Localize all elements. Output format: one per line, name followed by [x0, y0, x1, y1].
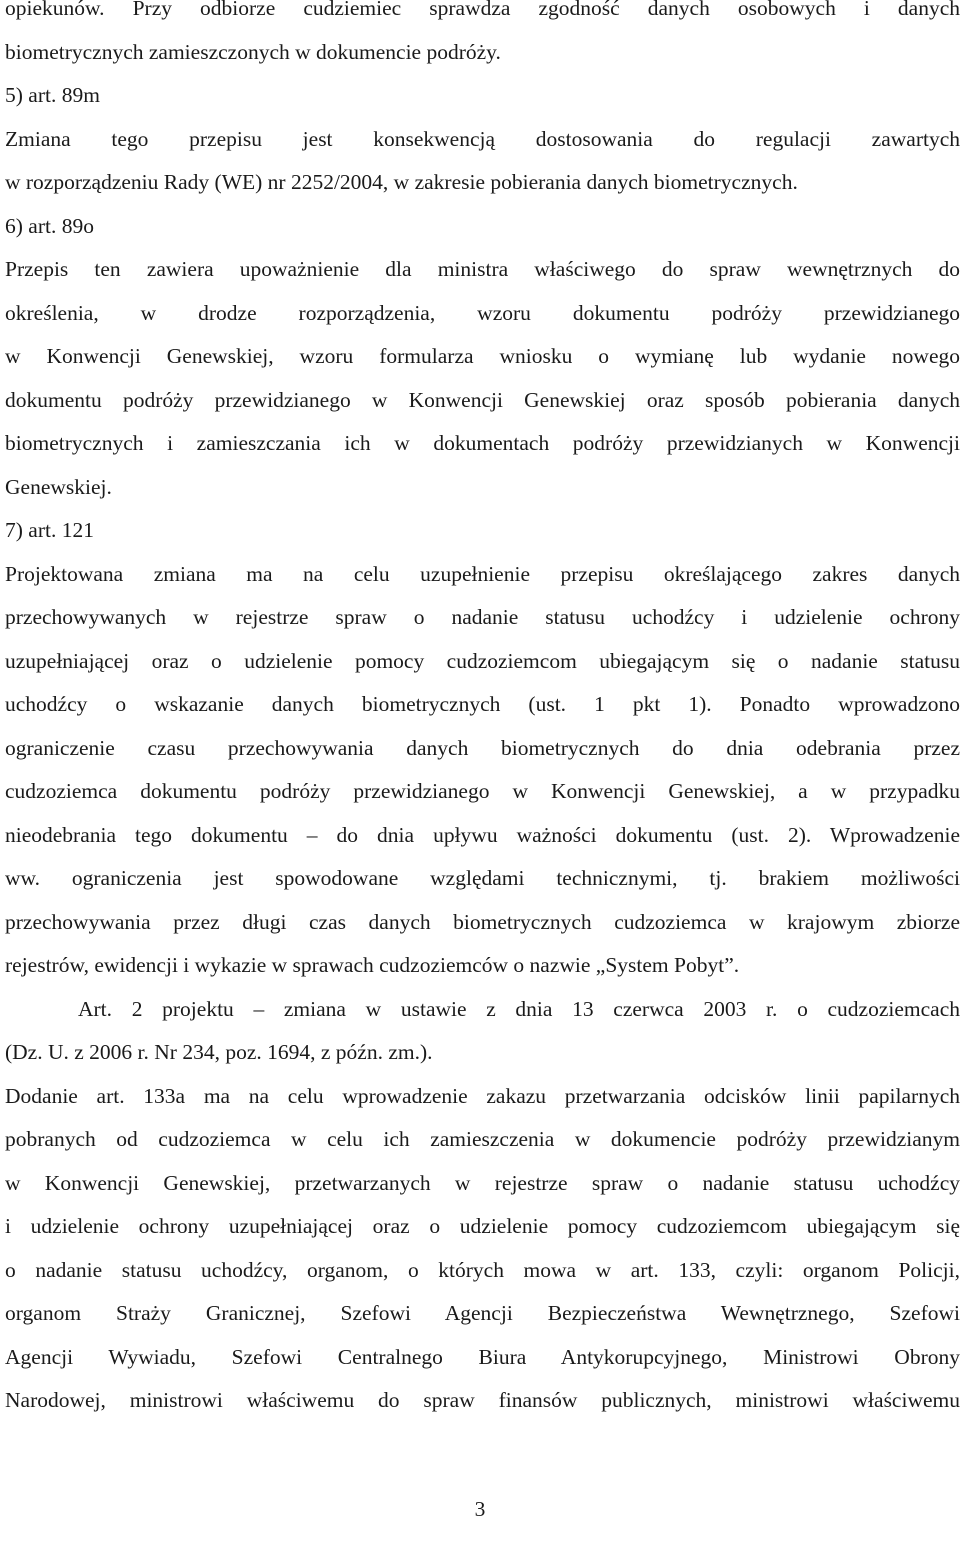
text-line: Genewskiej. [5, 474, 112, 499]
text-line: Agencji Wywiadu, Szefowi Centralnego Biura Antykorupcyjnego, Ministrowi Obrony [5, 1344, 960, 1369]
text-line: cudzoziemca dokumentu podróży przewidzianego w Konwencji Genewskiej, a w przypadku [5, 779, 960, 803]
page-number: 3 [474, 1497, 486, 1521]
text-line: ww. ograniczenia jest spowodowane względami technicznymi, tj. brakiem możliwości [5, 866, 960, 890]
text-line: Przepis ten zawiera upoważnienie dla ministra właściwego do spraw wewnętrznych do [5, 257, 960, 281]
text-line: Dodanie art. 133a ma na celu wprowadzenie zakazu przetwarzania odcisków linii papilarnych [5, 1083, 960, 1108]
text-line: uzupełniającej oraz o udzielenie pomocy cudzoziemcom ubiegającym się o nadanie statusu [5, 648, 960, 673]
text-line: ograniczenie czasu przechowywania danych biometrycznych do dnia odebrania przez [5, 735, 960, 760]
text-line: organom Straży Granicznej, Szefowi Agencji Bezpieczeństwa Wewnętrznego, Szefowi [5, 1301, 960, 1325]
text-line: (Dz. U. z 2006 r. Nr 234, poz. 1694, z późn. zm.). [5, 1040, 433, 1064]
text-line: opiekunów. Przy odbiorze cudziemiec sprawdza zgodność danych osobowych i danych [5, 0, 960, 20]
text-line: Narodowej, ministrowi właściwemu do spraw finansów publicznych, ministrowi właściwemu [5, 1388, 960, 1412]
text-line: Projektowana zmiana ma na celu uzupełnienie przepisu określającego zakres danych [5, 561, 960, 586]
text-line: biometrycznych zamieszczonych w dokumencie podróży. [5, 39, 501, 64]
text-line: w Konwencji Genewskiej, wzoru formularza wniosku o wymianę lub wydanie nowego [5, 344, 960, 368]
text-line: 5) art. 89m [5, 83, 100, 107]
text-line: określenia, w drodze rozporządzenia, wzoru dokumentu podróży przewidzianego [5, 300, 960, 325]
text-line: przechowywania przez długi czas danych biometrycznych cudzoziemca w krajowym zbiorze [5, 909, 960, 934]
text-line: Art. 2 projektu – zmiana w ustawie z dnia 13 czerwca 2003 r. o cudzoziemcach [78, 996, 960, 1021]
document-page [5, 0, 960, 1423]
text-line: nieodebrania tego dokumentu – do dnia upływu ważności dokumentu (ust. 2). Wprowadzenie [5, 822, 960, 847]
text-line: przechowywanych w rejestrze spraw o nadanie statusu uchodźcy i udzielenie ochrony [5, 605, 960, 629]
text-line: Zmiana tego przepisu jest konsekwencją dostosowania do regulacji zawartych [5, 126, 960, 151]
text-line: 6) art. 89o [5, 213, 94, 238]
text-line: pobranych od cudzoziemca w celu ich zamieszczenia w dokumencie podróży przewidzianym [5, 1127, 960, 1151]
text-line: 7) art. 121 [5, 518, 94, 542]
text-line: biometrycznych i zamieszczania ich w dokumentach podróży przewidzianych w Konwencji [5, 431, 960, 455]
text-line: o nadanie statusu uchodźcy, organom, o których mowa w art. 133, czyli: organom Policji, [5, 1257, 960, 1282]
text-line: uchodźcy o wskazanie danych biometrycznych (ust. 1 pkt 1). Ponadto wprowadzono [5, 692, 960, 716]
text-line: w Konwencji Genewskiej, przetwarzanych w rejestrze spraw o nadanie statusu uchodźcy [5, 1170, 960, 1195]
text-line: w rozporządzeniu Rady (WE) nr 2252/2004, w zakresie pobierania danych biometrycznych. [5, 170, 798, 194]
text-line: dokumentu podróży przewidzianego w Konwencji Genewskiej oraz sposób pobierania danych [5, 387, 960, 412]
text-line: i udzielenie ochrony uzupełniającej oraz o udzielenie pomocy cudzoziemcom ubiegającym się [5, 1214, 960, 1238]
text-line: rejestrów, ewidencji i wykazie w sprawach cudzoziemców o nazwie „System Pobyt”. [5, 953, 740, 977]
